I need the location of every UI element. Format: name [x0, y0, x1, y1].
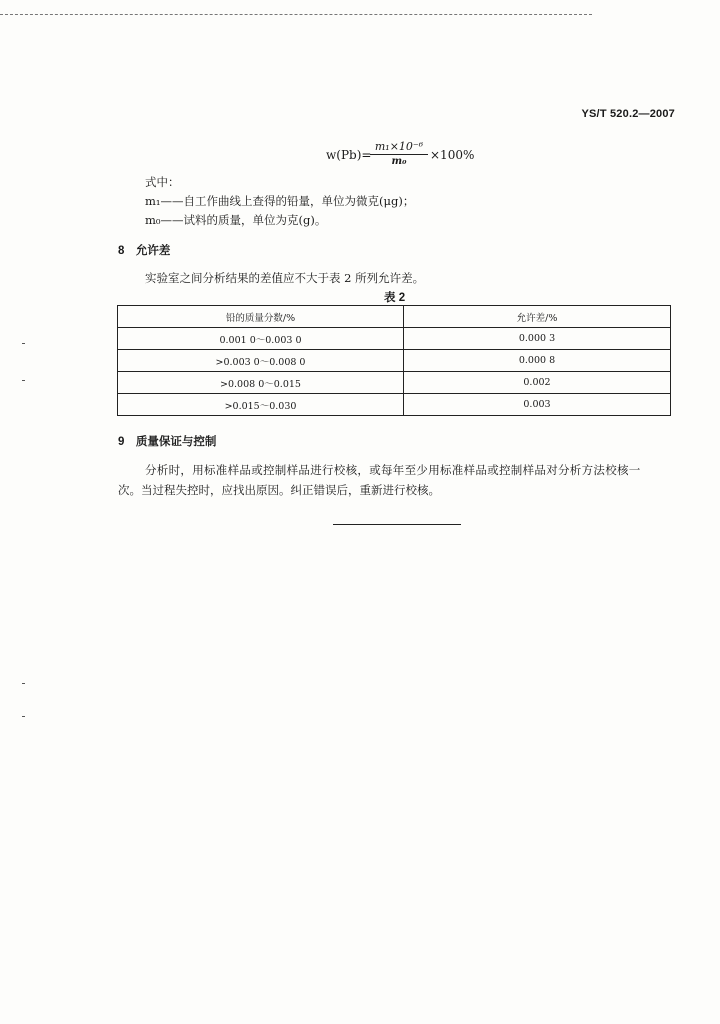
scan-speck [22, 343, 25, 344]
definition-m1: m₁——自工作曲线上查得的铅量，单位为微克(μg)； [145, 194, 415, 208]
cell-mass-fraction: 0.001 0～0.003 0 [118, 328, 404, 350]
cell-tolerance: 0.003 [404, 394, 671, 416]
cell-tolerance: 0.002 [404, 372, 671, 394]
formula-rhs: ×100% [430, 148, 475, 162]
definition-m0: m₀——试料的质量，单位为克(g)。 [145, 213, 327, 227]
scan-speck [22, 683, 25, 684]
fraction-bar [370, 154, 428, 155]
cell-mass-fraction: >0.015～0.030 [118, 394, 404, 416]
column-header-tolerance: 允许差/% [404, 306, 671, 328]
table-row [118, 372, 671, 394]
formula-fraction [370, 140, 428, 167]
cell-mass-fraction: >0.008 0～0.015 [118, 372, 404, 394]
table-header-row [118, 306, 671, 328]
section-8-heading: 8 允许差 [118, 245, 171, 257]
scan-speck [22, 716, 25, 717]
standard-number: YS/T 520.2—2007 [581, 108, 675, 120]
column-header-mass-fraction: 铅的质量分数/% [118, 306, 404, 328]
section-9-line-1: 分析时，用标准样品或控制样品进行校核，或每年至少用标准样品或控制样品对分析方法校核一 [145, 463, 641, 477]
cell-mass-fraction: >0.003 0～0.008 0 [118, 350, 404, 372]
table-caption: 表 2 [384, 292, 406, 304]
section-8-body: 实验室之间分析结果的差值应不大于表 2 所列允许差。 [145, 271, 425, 285]
formula-numerator: m₁×10⁻⁶ [374, 140, 424, 153]
table-row [118, 328, 671, 350]
top-border-line [0, 14, 592, 15]
table-row [118, 394, 671, 416]
tolerance-table [117, 305, 671, 416]
section-9-heading: 9 质量保证与控制 [118, 436, 217, 448]
scan-speck [22, 380, 25, 381]
end-rule [333, 524, 461, 525]
section-9-line-2: 次。当过程失控时，应找出原因。纠正错误后，重新进行校核。 [118, 483, 440, 497]
cell-tolerance: 0.000 8 [404, 350, 671, 372]
table-row [118, 350, 671, 372]
formula-lhs: w(Pb)= [326, 148, 372, 162]
formula-denominator: m₀ [391, 156, 407, 167]
definitions-intro: 式中： [145, 175, 180, 189]
cell-tolerance: 0.000 3 [404, 328, 671, 350]
